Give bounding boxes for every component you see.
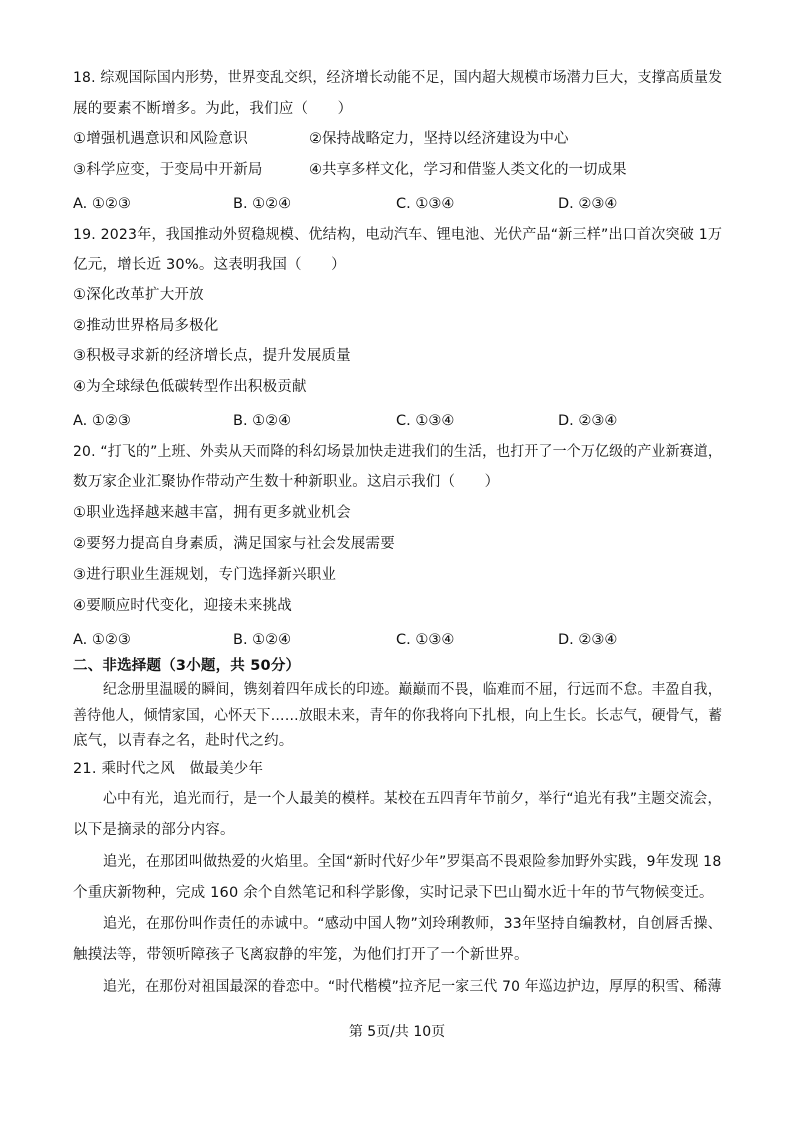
q20-statement-3: ③进行职业生涯规划，专门选择新兴职业: [73, 567, 337, 583]
page-number: 第 5页/共 10页: [348, 1024, 446, 1040]
section-intro-line2: 善待他人，倾情家国，心怀天下……放眼未来，青年的你我将向下扎根，向上生长。长志气，硬骨气，蓄: [73, 708, 723, 724]
q18-stem-line1: 18. 综观国际国内形势，世界变乱交织，经济增长动能不足，国内超大规模市场潜力巨大，支撑高质量发: [73, 70, 723, 86]
q18-option-a: A. ①②③: [73, 196, 131, 212]
q19-statement-1: ①深化改革扩大开放: [73, 287, 204, 303]
q20-statement-2: ②要努力提高自身素质，满足国家与社会发展需要: [73, 536, 395, 552]
q21-para3-line1: 追光，在那份叫作责任的赤诚中。“感动中国人物”刘玲琍教师，33年坚持自编教材，自创唇舌操、: [103, 916, 722, 932]
q18-option-c: C. ①③④: [396, 196, 455, 212]
q20-option-d: D. ②③④: [558, 632, 618, 648]
q18-statement-4: ④共享多样文化，学习和借鉴人类文化的一切成果: [309, 162, 627, 178]
q21-para2-line1: 追光，在那团叫做热爱的火焰里。全国“新时代好少年”罗渠高不畏艰险参加野外实践，9年发现 18: [103, 854, 722, 870]
section-intro-line3: 底气，以青春之名，赴时代之约。: [73, 733, 294, 749]
q18-option-d: D. ②③④: [558, 196, 618, 212]
q20-stem-line1: 20. “打飞的”上班、外卖从天而降的科幻场景加快走进我们的生活，也打开了一个万亿级的产业新赛道，: [73, 444, 723, 460]
q19-statement-3: ③积极寻求新的经济增长点，提升发展质量: [73, 348, 351, 364]
q19-option-c: C. ①③④: [396, 413, 455, 429]
q20-statement-1: ①职业选择越来越丰富，拥有更多就业机会: [73, 505, 351, 521]
q18-stem-line2: 展的要素不断增多。为此，我们应（ ）: [73, 101, 353, 117]
q19-stem-line2: 亿元，增长近 30%。这表明我国（ ）: [73, 257, 346, 273]
q20-stem-line2: 数万家企业汇聚协作带动产生数十种新职业。这启示我们（ ）: [73, 474, 500, 490]
q21-para1-line2: 以下是摘录的部分内容。: [73, 822, 235, 838]
q21-para4-line1: 追光，在那份对祖国最深的眷恋中。“时代楷模”拉齐尼一家三代 70 年巡边护边，厚厚的积雪、稀薄: [103, 979, 722, 995]
q21-para2-line2: 个重庆新物种，完成 160 余个自然笔记和科学影像，实时记录下巴山蜀水近十年的节气物候变迁。: [73, 885, 714, 901]
q19-statement-4: ④为全球绿色低碳转型作出积极贡献: [73, 379, 307, 395]
section-heading: 二、非选择题（3小题，共 50分）: [73, 658, 301, 674]
q20-option-c: C. ①③④: [396, 632, 455, 648]
q18-option-b: B. ①②④: [233, 196, 292, 212]
q19-option-a: A. ①②③: [73, 413, 131, 429]
q18-statement-1: ①增强机遇意识和风险意识: [73, 131, 248, 147]
q19-option-b: B. ①②④: [233, 413, 292, 429]
q19-stem-line1: 19. 2023年，我国推动外贸稳规模、优结构，电动汽车、锂电池、光伏产品“新三样”出口首次突破 1万: [73, 227, 723, 243]
q20-option-a: A. ①②③: [73, 632, 131, 648]
q20-statement-4: ④要顺应时代变化，迎接未来挑战: [73, 598, 292, 614]
q20-option-b: B. ①②④: [233, 632, 292, 648]
q18-statement-3: ③科学应变，于变局中开新局: [73, 162, 263, 178]
section-intro-line1: 纪念册里温暖的瞬间，镌刻着四年成长的印迹。巅巅而不畏，临难而不屈，行远而不怠。丰盈自我，: [103, 682, 722, 698]
q19-statement-2: ②推动世界格局多极化: [73, 318, 219, 334]
q21-title: 21. 乘时代之风 做最美少年: [73, 761, 264, 777]
q21-para1-line1: 心中有光，追光而行，是一个人最美的模样。某校在五四青年节前夕，举行“追光有我”主题交流会，: [103, 791, 722, 807]
q19-option-d: D. ②③④: [558, 413, 618, 429]
q18-statement-2: ②保持战略定力，坚持以经济建设为中心: [309, 131, 569, 147]
q21-para3-line2: 触摸法等，带领听障孩子飞离寂静的牢笼，为他们打开了一个新世界。: [73, 947, 529, 963]
